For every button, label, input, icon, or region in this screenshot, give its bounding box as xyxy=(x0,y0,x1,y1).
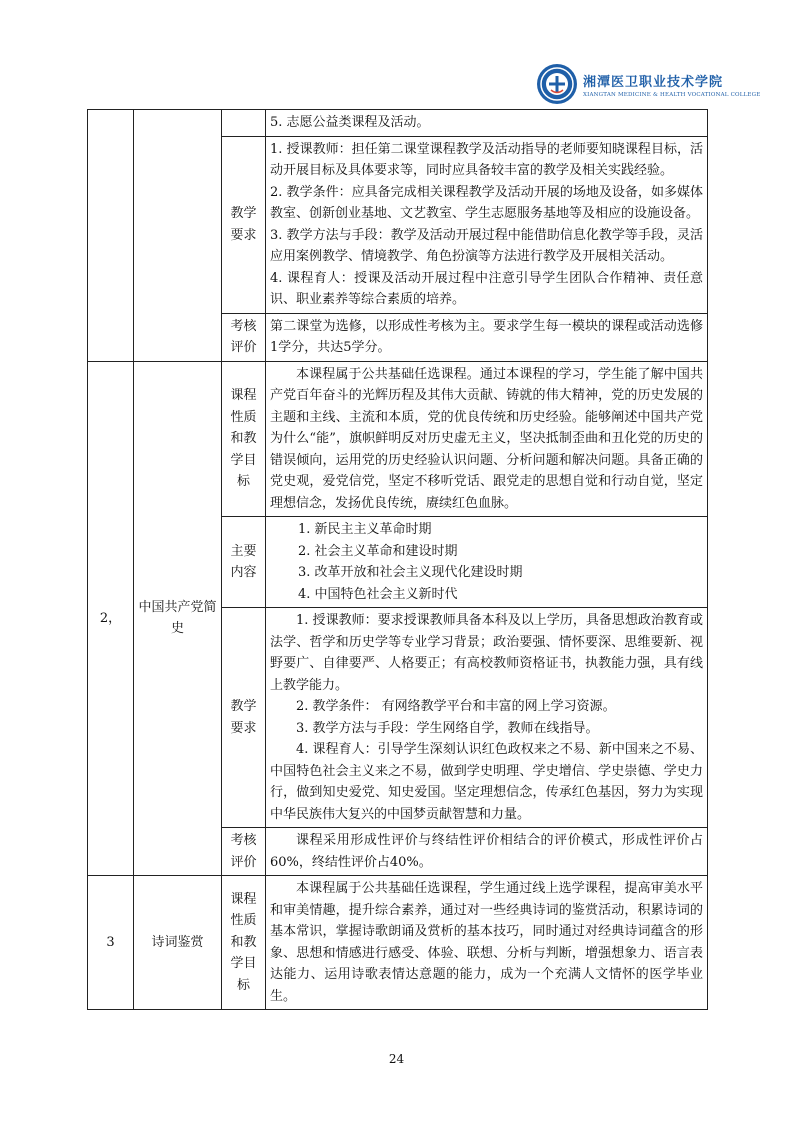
requirement-paragraph: 3. 教学方法与手段：教学及活动开展过程中能借助信息化教学等手段，灵活应用案例教学、情境教学、角色扮演等方法进行教学及开展相关活动。 xyxy=(270,227,703,264)
requirement-paragraph: 1. 授课教师：担任第二课堂课程教学及活动指导的老师要知晓课程目标，活动开展目标及具体要求等，同时应具备较丰富的教学及相关实践经验。 xyxy=(270,141,703,178)
teaching-requirements-text xyxy=(266,136,708,313)
table-row xyxy=(88,876,708,1010)
course-nature-text: 本课程属于公共基础任选课程。通过本课程的学习，学生能了解中国共产党百年奋斗的光辉历程及其伟大贡献、铸就的伟大精神，党的历史发展的主题和主线、主流和本质，党的优良传统和历史经验。能够阐述中国共产党为什么“能”，旗帜鲜明反对历史虚无主义，坚决抵制歪曲和丑化党的历史的错误倾向，运用党的历史经验认识问题、分析问题和解决问题。具备正确的党史观，爱党信党，坚定不移听党话、跟党走的思想自觉和行动自觉，坚定理想信念，发扬优良传统，赓续红色血脉。 xyxy=(266,361,708,517)
requirement-paragraph: 2. 教学条件： 有网络教学平台和丰富的网上学习资源。 xyxy=(296,699,616,714)
list-item: 4. 中国特色社会主义新时代 xyxy=(298,586,458,602)
list-item: 3. 改革开放和社会主义现代化建设时期 xyxy=(298,565,523,580)
course-nature-text: 本课程属于公共基础任选课程，学生通过线上选学课程，提高审美水平和审美情趣，提升综合素养，通过对一些经典诗词的鉴赏活动，积累诗词的基本常识，掌握诗歌朗诵及赏析的基本技巧，同时通过对经典诗词蕴含的形象、思想和情感进行感受、体验、联想、分析与判断，增强想象力、语言表达能力、运用诗歌表情达意题的能力，成为一个充满人文情怀的医学毕业生。 xyxy=(266,876,708,1010)
requirement-paragraph: 2. 教学条件：应具备完成相关课程教学及活动开展的场地及设备，如多媒体教室、创新创业基地、文艺教室、学生志愿服务基地等及相应的设施设备。 xyxy=(270,184,703,221)
college-emblem-icon xyxy=(537,64,577,104)
assessment-label: 考核评价 xyxy=(222,313,266,361)
assessment-text: 课程采用形成性评价与终结性评价相结合的评价模式，形成性评价占60%，终结性评价占40%。 xyxy=(266,828,708,876)
course-index: 3 xyxy=(88,876,134,1010)
college-name: 湘潭医卫职业技术学院 xyxy=(583,74,724,90)
course-name: 中国共产党简史 xyxy=(134,361,222,876)
requirement-paragraph: 4. 课程育人：引导学生深刻认识红色政权来之不易、新中国来之不易、中国特色社会主义来之不易，做到学史明理、学史增信、学史崇德、学史力行，做到知史爱党、知史爱国。坚定理想信念，传承红色基因，努力为实现中华民族伟大复兴的中国梦贡献智慧和力量。 xyxy=(270,742,703,822)
course-name-cell xyxy=(134,110,222,362)
assessment-label: 考核评价 xyxy=(222,828,266,876)
requirement-paragraph: 4. 课程育人：授课及活动开展过程中注意引导学生团队合作精神、责任意识、职业素养等综合素质的培养。 xyxy=(270,270,703,307)
college-name-en: XIANGTAN MEDICINE & HEALTH VOCATIONAL COLLEGE xyxy=(583,91,761,98)
course-nature-label: 课程性质和教学目标 xyxy=(222,361,266,517)
row-label-cell xyxy=(222,110,266,137)
requirement-paragraph: 3. 教学方法与手段：学生网络自学，教师在线指导。 xyxy=(296,720,599,736)
volunteer-course-item: 5. 志愿公益类课程及活动。 xyxy=(266,110,708,137)
table-row xyxy=(88,361,708,517)
course-index: 2， xyxy=(88,361,134,876)
table-row xyxy=(88,110,708,137)
main-content-list xyxy=(266,517,708,608)
course-name: 诗词鉴赏 xyxy=(134,876,222,1010)
teaching-requirements-label: 教学要求 xyxy=(222,608,266,828)
course-index-cell xyxy=(88,110,134,362)
list-item: 2. 社会主义革命和建设时期 xyxy=(298,543,458,559)
course-nature-label: 课程性质和教学目标 xyxy=(222,876,266,1010)
teaching-requirements-text xyxy=(266,608,708,828)
assessment-text: 第二课堂为选修，以形成性考核为主。要求学生每一模块的课程或活动选修1学分，共达5学分。 xyxy=(266,313,708,361)
course-table xyxy=(87,109,708,1010)
college-logo xyxy=(537,64,760,104)
page-number: 24 xyxy=(388,1052,405,1066)
teaching-requirements-label: 教学要求 xyxy=(222,136,266,313)
main-content-label: 主要内容 xyxy=(222,517,266,608)
requirement-paragraph: 1. 授课教师：要求授课教师具备本科及以上学历，具备思想政治教育或法学、哲学和历史学等专业学习背景；政治要强、情怀要深、思维要新、视野要广、自律要严、人格要正；有高校教师资格证书，执教能力强，具有线上教学能力。 xyxy=(270,613,703,693)
list-item: 1. 新民主主义革命时期 xyxy=(298,522,432,537)
